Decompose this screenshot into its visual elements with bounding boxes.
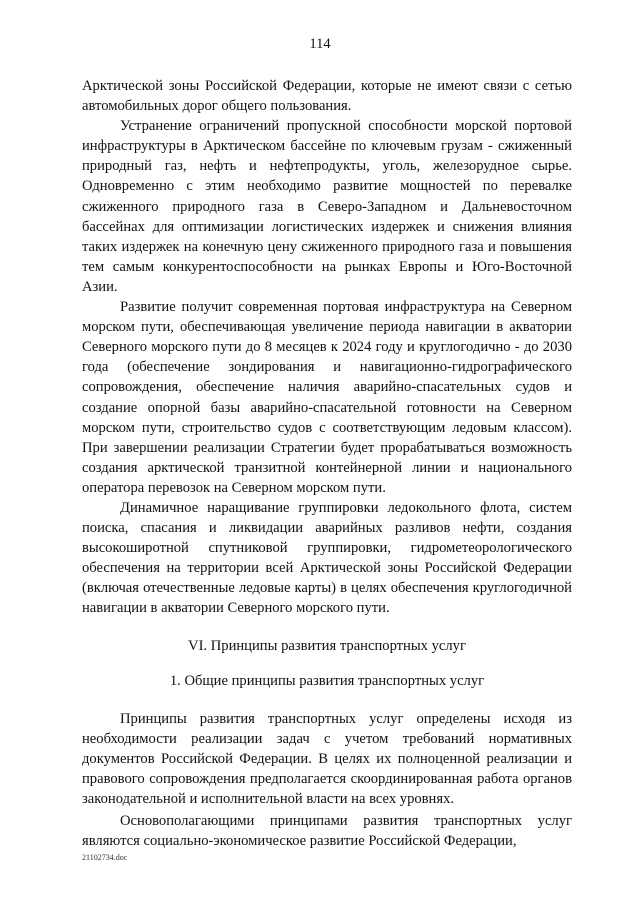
paragraph-icebreaker-fleet: Динамичное наращивание группировки ледокольного флота, систем поиска, спасания и ликвидации аварийных разливов нефти, создания высокоширотной спутниковой группировки, гидрометеорологического обеспечения на территории всей Арктической зоны Российской Федерации (включая отечественные ледовые карты) в целях обеспечения круглогодичной навигации в акватории Северного морского пути. [82, 499, 572, 617]
paragraph-principles: Принципы развития транспортных услуг определены исходя из необходимости реализации задач с учетом требований нормативных документов Российской Федерации. В целях их полноценной реализации и правового сопровождения предполагается скоординированная работа органов законодательной и исполнительной власти на всех уровнях. [82, 710, 572, 807]
section-heading: VI. Принципы развития транспортных услуг [188, 637, 466, 654]
paragraph-northern-sea-route: Развитие получит современная портовая инфраструктура на Северном морском пути, обеспечивающая увеличение периода навигации в акватории Северного морского пути до 8 месяцев к 2024 году и круглогодично - до 2030 года (обеспечение зондирования и навигационно-гидрографического сопровождения, обеспечение наличия аварийно-спасательных судов и создание опорной базы аварийно-спасательной готовности на Северном морском пути, строительство судов с соответствующим ледовым классом). При завершении реализации Стратегии будет прорабатываться возможность создания арктической транзитной контейнерной линии и национального оператора перевозок на Северном морском пути. [82, 299, 572, 496]
subsection-heading: 1. Общие принципы развития транспортных услуг [169, 672, 485, 689]
document-body [82, 76, 572, 851]
paragraph-port-capacity: Устранение ограничений пропускной способности морской портовой инфраструктуры в Арктическом бассейне по ключевым грузам - сжиженный природный газ, нефть и нефтепродукты, уголь, железорудное сырье. Одновременно с этим необходимо развитие мощностей по перевалке сжиженного природного газа в Северо-Западном и Дальневосточном бассейнах для оптимизации логистических издержек и снижения влияния таких издержек на конечную цену сжиженного природного газа и повышения тем самым конкурентоспособности на рынках Европы и Юго-Восточной Азии. [82, 118, 572, 295]
page-number: 114 [309, 36, 331, 52]
paragraph-continuation: Арктической зоны Российской Федерации, которые не имеют связи с сетью автомобильных дорог общего пользования. [82, 78, 572, 115]
footer-filename: 21102734.doc [82, 853, 128, 862]
paragraph-fundamental-principles: Основополагающими принципами развития транспортных услуг являются социально-экономическое развитие Российской Федерации, [82, 813, 572, 850]
